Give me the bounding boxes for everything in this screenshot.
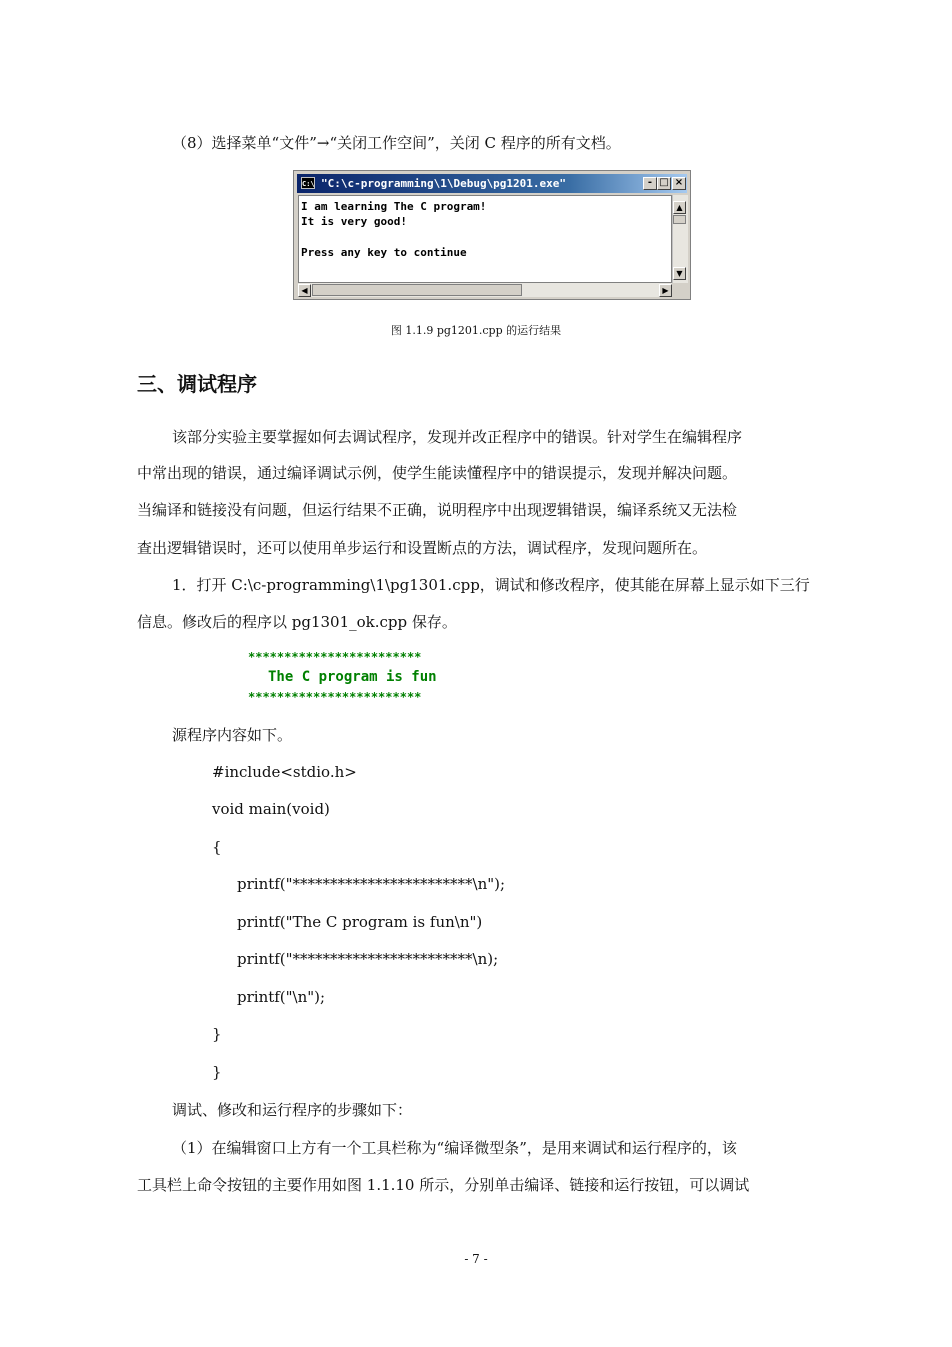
code-line: }	[212, 1025, 222, 1043]
code-line: printf("************************\n);	[237, 950, 499, 968]
output-star-line: ************************	[248, 690, 422, 704]
scroll-right-icon: ▶	[659, 284, 672, 297]
figure-caption: 图 1.1.9 pg1201.cpp 的运行结果	[390, 324, 562, 337]
minimize-button: -	[643, 177, 657, 190]
output-text-line: The C program is fun	[268, 669, 437, 685]
code-line: void main(void)	[212, 800, 330, 818]
scroll-left-icon: ◀	[298, 284, 311, 297]
step-1-line: 工具栏上命令按钮的主要作用如图 1.1.10 所示，分别单击编译、链接和运行按钮，可以调试	[137, 1176, 750, 1194]
console-line: I am learning The C program!	[301, 200, 487, 213]
window-title-bar	[297, 174, 687, 193]
page-number: - 7 -	[464, 1252, 488, 1266]
window-title: "C:\c-programming\1\Debug\pg1201.exe"	[321, 177, 567, 190]
section-heading: 三、调试程序	[137, 372, 257, 396]
maximize-button: □	[657, 177, 671, 190]
code-line: #include<stdio.h>	[212, 763, 357, 781]
code-line: {	[212, 838, 222, 856]
intro-line: 该部分实验主要掌握如何去调试程序，发现并改正程序中的错误。针对学生在编辑程序	[172, 428, 743, 446]
console-line: It is very good!	[301, 215, 407, 228]
steps-intro: 调试、修改和运行程序的步骤如下：	[172, 1101, 413, 1119]
code-line: printf("************************\n");	[237, 875, 506, 893]
intro-line: 查出逻辑错误时，还可以使用单步运行和设置断点的方法，调试程序，发现问题所在。	[137, 539, 708, 557]
close-button: ×	[672, 177, 686, 190]
scroll-down-icon: ▼	[673, 267, 686, 280]
output-star-line: ************************	[248, 650, 422, 664]
console-window-figure	[293, 170, 691, 300]
task-1-line: 信息。修改后的程序以 pg1301_ok.cpp 保存。	[137, 613, 457, 631]
code-line: }	[212, 1063, 222, 1081]
vertical-scrollbar	[672, 195, 688, 283]
console-output	[298, 195, 672, 283]
console-line: Press any key to continue	[301, 246, 467, 259]
source-intro: 源程序内容如下。	[172, 726, 293, 744]
intro-line: 中常出现的错误，通过编译调试示例，使学生能读懂程序中的错误提示，发现并解决问题。	[137, 464, 738, 482]
console-icon: C:\	[301, 177, 315, 189]
step-1-line: （1）在编辑窗口上方有一个工具栏称为“编译微型条”，是用来调试和运行程序的，该	[172, 1139, 737, 1157]
horizontal-scrollbar	[298, 283, 672, 297]
code-line: printf("The C program is fun\n")	[237, 913, 483, 931]
scroll-up-icon: ▲	[673, 201, 686, 214]
step-8-text: （8）选择菜单“文件”→“关闭工作空间”，关闭 C 程序的所有文档。	[172, 134, 621, 152]
task-1-line: 1．打开 C:\c-programming\1\pg1301.cpp，调试和修改程序，使其能在屏幕上显示如下三行	[172, 576, 810, 594]
code-line: printf("\n");	[237, 988, 326, 1006]
intro-line: 当编译和链接没有问题，但运行结果不正确，说明程序中出现逻辑错误，编译系统又无法检	[137, 501, 738, 519]
